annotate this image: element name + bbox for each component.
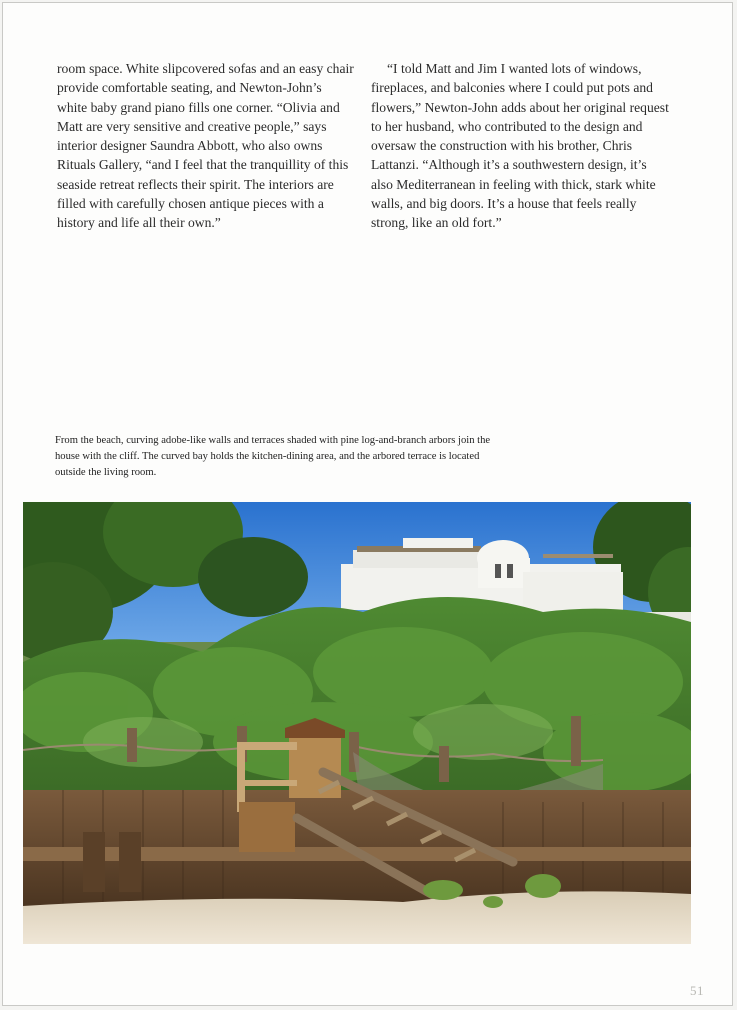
body-text-left-column — [57, 59, 355, 233]
body-text-right-column — [371, 59, 669, 233]
beach-house-photo — [23, 502, 691, 944]
body-paragraph-right: “I told Matt and Jim I wanted lots of windows, fireplaces, and balconies where I could put pots and flowers,” Newton-John adds about her original request to her husband, who contributed to the design and oversaw the construction with his brother, Chris Lattanzi. “Although it’s a southwestern design, it’s also Mediterranean in feeling with thick, stark white walls, and big doors. It’s a house that feels really strong, like an old fort.” — [371, 61, 669, 231]
book-page — [2, 2, 733, 1006]
photo-caption: From the beach, curving adobe-like walls and terraces shaded with pine log-and-branch arbors join the house with the cliff. The curved bay holds the kitchen-dining area, and the arbored terrace is located outside the living room. — [55, 435, 491, 478]
body-paragraph-left: room space. White slipcovered sofas and an easy chair provide comfortable seating, and Newton-John’s white baby grand piano fills one corner. “Olivia and Matt are very sensitive and creative people,” says interior designer Saundra Abbott, who also owns Rituals Gallery, “and I feel that the tranquillity of this seaside retreat reflects their spirit. The interiors are filled with carefully chosen antique pieces with a history and life all their own.” — [57, 61, 354, 231]
beach-house-photo-illustration — [23, 502, 691, 944]
page-number: 51 — [690, 983, 704, 998]
